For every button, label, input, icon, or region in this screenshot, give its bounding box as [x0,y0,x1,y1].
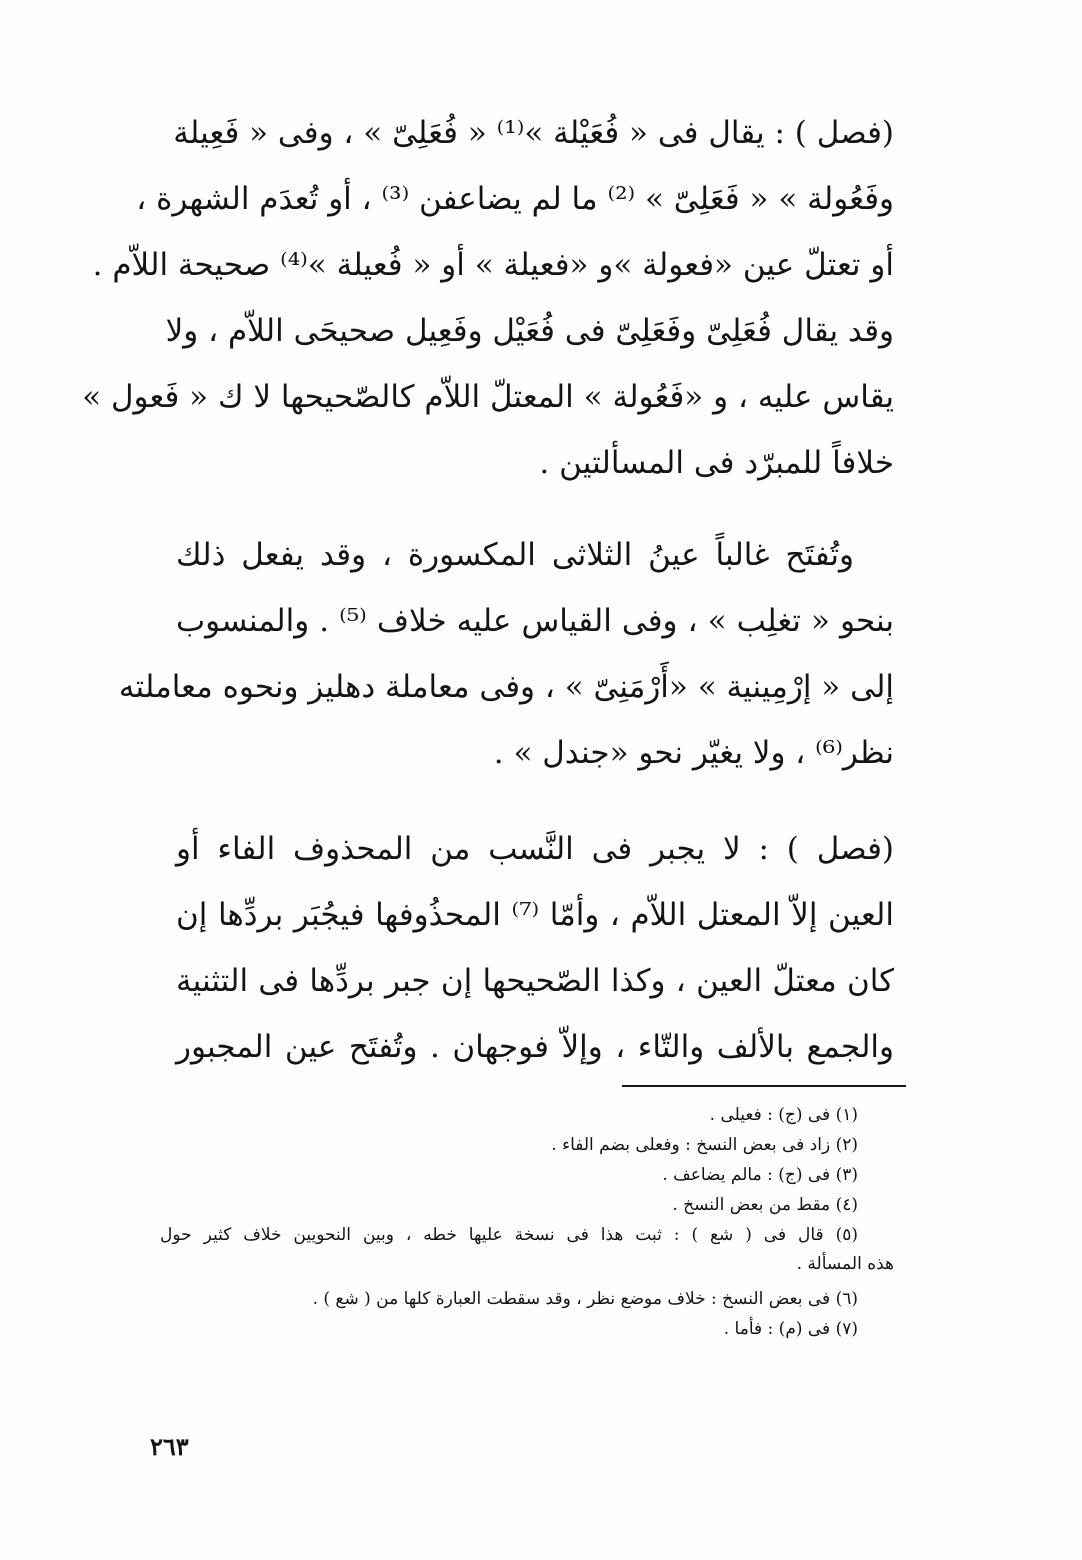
footnote-6: (٦) فى بعض النسخ : خلاف موضع نظر ، وقد سقطت العبارة كلها من ( شع ) . [312,1289,858,1309]
text-line: وفَعُولة » « فَعَلِىّ » ⁽²⁾ ما لم يضاعفن ⁽³⁾ ، أو تُعدَم الشهرة ، [136,181,894,217]
text-line: وتُفتَح غالباً عينُ الثلاثى المكسورة ، وقد يفعل ذلك [176,537,854,573]
text-line: خلافاً للمبرّد فى المسألتين . [539,445,894,481]
paragraph-gap [176,496,894,522]
text-line: إلى « إرْمِينية » «أَرْمَنِىّ » ، وفى معاملة دهليز ونحوه معاملته [118,669,894,705]
paragraph-3 [176,816,894,1080]
paragraph-1 [82,100,894,496]
text-line: يقاس عليه ، و «فَعُولة » المعتلّ اللاّم كالصّحيحها لا ك « فَعول » [82,379,894,415]
text-line: وقد يقال فُعَلِىّ وفَعَلِىّ فى فُعَيْل وفَعِيل صحيحَى اللاّم ، ولا [165,313,894,349]
paragraph-gap [176,786,894,816]
text-line: (فصل ) : لا يجبر فى النَّسب من المحذوف الفاء أو [176,831,894,867]
text-line: كان معتلّ العين ، وكذا الصّحيحها إن جبر بردِّها فى التثنية [176,963,894,999]
footnote-1: (١) فى (ج) : فعيلى . [709,1105,858,1125]
footnote-separator [622,1085,906,1087]
text-line: والجمع بالألف والتّاء ، وإلاّ فوجهان . وتُفتَح عين المجبور [176,1029,894,1065]
paragraph-2 [118,522,894,786]
text-line: (فصل ) : يقال فى « فُعَيْلة »⁽¹⁾ « فُعَلِىّ » ، وفى « فَعِيلة [173,115,894,151]
footnote-7: (٧) فى (م) : فأما . [723,1319,858,1339]
footnotes [160,1100,894,1344]
text-line: نظر⁽⁶⁾ ، ولا يغيّر نحو «جندل » . [493,735,894,771]
text-line: أو تعتلّ عين «فعولة »و «فعيلة » أو « فُعيلة »⁽⁴⁾ صحيحة اللاّم . [92,247,894,283]
main-text [82,100,894,1080]
footnote-2: (٢) زاد فى بعض النسخ : وفعلى بضم الفاء . [551,1135,858,1155]
page-number: ٢٦٣ [150,1432,189,1461]
text-line: بنحو « تغلِب » ، وفى القياس عليه خلاف ⁽⁵⁾ . والمنسوب [176,603,894,639]
footnote-4: (٤) مقط من بعض النسخ . [672,1195,858,1215]
text-line: العين إلاّ المعتل اللاّم ، وأمّا ⁽⁷⁾ المحذُوفها فيجُبَر بردِّها إن [176,897,894,933]
footnote-5-continuation: هذه المسألة . [796,1254,894,1274]
footnote-3: (٣) فى (ج) : مالم يضاعف . [662,1165,858,1185]
footnote-5: (٥) قال فى ( شع ) : ثبت هذا فى نسخة عليها خطه ، وبين النحويين خلاف كثير حول [160,1225,858,1245]
